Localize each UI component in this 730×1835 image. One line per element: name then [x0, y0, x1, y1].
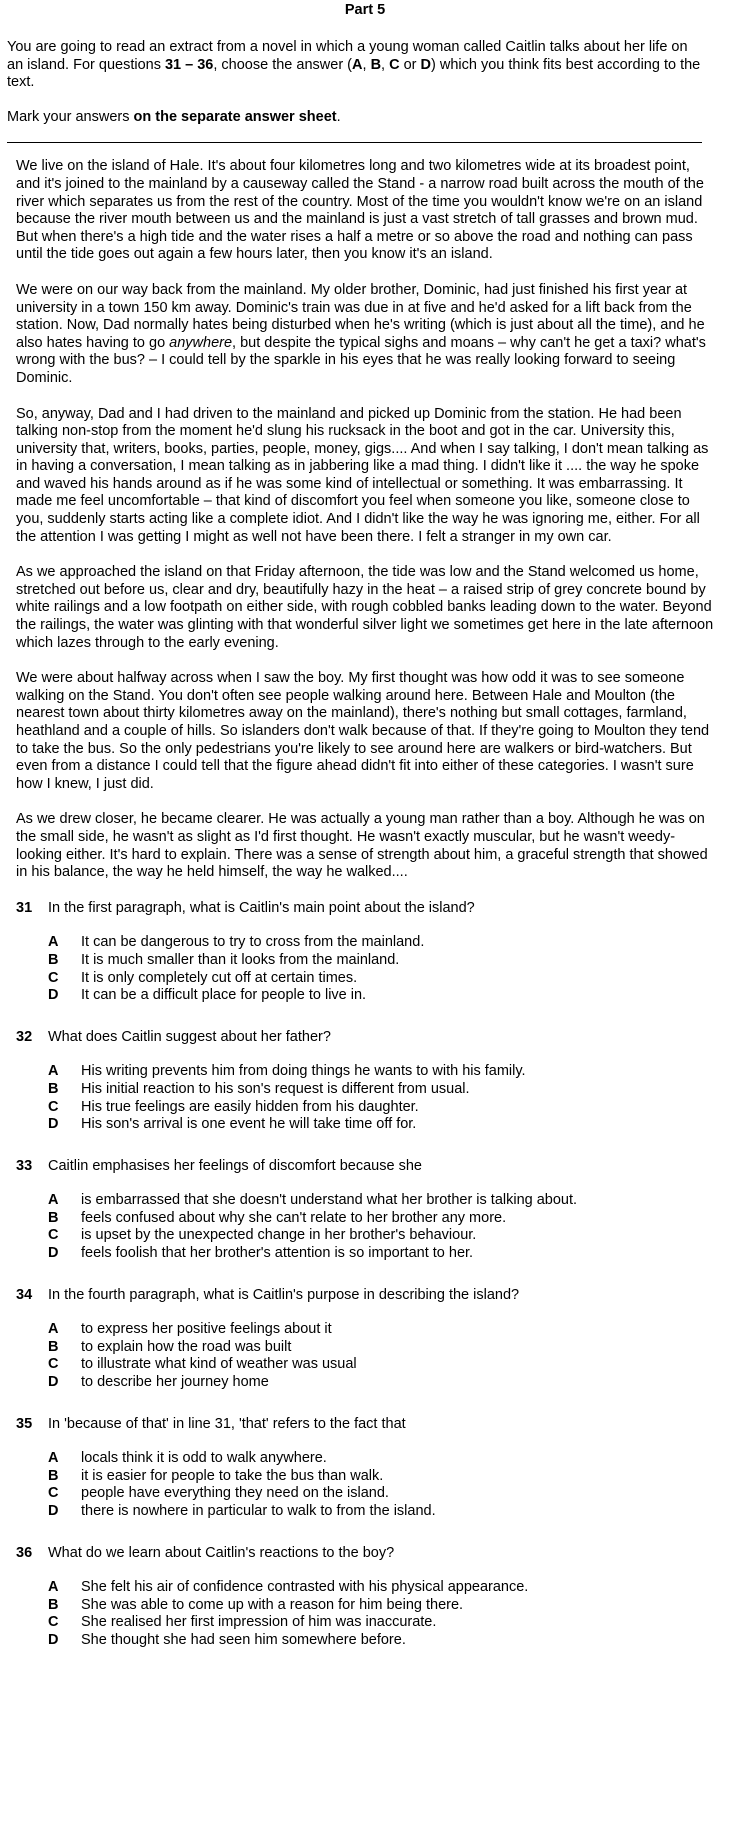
answer-option-b[interactable]: [48, 1081, 730, 1099]
answer-options: [48, 1450, 730, 1520]
passage-paragraph-6: As we drew closer, he became clearer. He was actually a young man rather than a boy. Although he was on the small side, he wasn't as slight as I'd first thought. He wasn't exactly muscular, but he wasn't weedy-looking either. It's hard to explain. There was a sense of strength about him, a graceful strength that showed in his balance, the way he held himself, the way he walked....: [16, 811, 708, 881]
intro-sep-3: or: [399, 56, 421, 73]
option-letter: A: [48, 1063, 59, 1080]
answer-options: [48, 1321, 730, 1391]
answer-option-c[interactable]: [48, 1485, 730, 1503]
question-number: 34: [16, 1286, 33, 1303]
intro-sep-2: ,: [381, 56, 390, 73]
answer-option-c[interactable]: [48, 1099, 730, 1117]
answer-option-d[interactable]: [48, 1503, 730, 1521]
answer-option-a[interactable]: [48, 1321, 730, 1339]
option-text: is upset by the unexpected change in her brother's behaviour.: [81, 1227, 477, 1244]
intro-text-2: , choose the answer (: [213, 56, 353, 73]
answer-option-c[interactable]: [48, 970, 730, 988]
option-letter: A: [48, 934, 59, 951]
question-number: 32: [16, 1028, 33, 1045]
option-text: His initial reaction to his son's request is different from usual.: [81, 1080, 470, 1097]
option-text: His true feelings are easily hidden from his daughter.: [81, 1098, 419, 1115]
question-stem: In the fourth paragraph, what is Caitlin's purpose in describing the island?: [48, 1286, 520, 1303]
passage-paragraph-5: We were about halfway across when I saw the boy. My first thought was how odd it was to see someone walking on the Stand. You don't often see people walking around here. Between Hale and Moulton (the nearest town about thirty kilometres away on the mainland), there's nothing but small cottages, farmland, heathland and a couple of hills. So islanders don't walk because of that. If they're going to Moulton they tend to take the bus. So the only pedestrians you're likely to see around here are walkers or bird-watchers. But even from a distance I could tell that the figure ahead didn't fit into either of these categories. I wasn't sure how I knew, I just did.: [16, 670, 710, 792]
answer-options: [48, 1192, 730, 1262]
option-letter: C: [48, 1227, 59, 1244]
option-letter: B: [48, 1080, 59, 1097]
questions-list: [16, 900, 730, 1650]
divider-line: [7, 142, 702, 143]
answer-option-a[interactable]: [48, 1063, 730, 1081]
question-number: 35: [16, 1415, 33, 1432]
option-text: She felt his air of confidence contrasted with his physical appearance.: [81, 1579, 529, 1596]
passage-paragraph-2-b: , but despite the typical sighs and moans – why can't he get a taxi? what's wrong with the bus? – I could tell by the sparkle in his eyes that he was really looking forward to seeing Dominic.: [16, 334, 706, 386]
question-stem-row: [16, 1545, 730, 1563]
passage-paragraph-1: We live on the island of Hale. It's about four kilometres long and two kilometres wide at its broadest point, and it's joined to the mainland by a causeway called the Stand - a narrow road built across the mouth of the river which separates us from the rest of the country. Most of the time you wouldn't know we're on an island because the river mouth between us and the mainland is just a vast stretch of tall grasses and brown mud. But when there's a high tide and the water rises a half a metre or so above the road and nothing can pass until the tide goes out again a few hours later, then you know it's an island.: [16, 158, 704, 263]
option-letter: C: [48, 1614, 59, 1631]
option-text: His son's arrival is one event he will take time off for.: [81, 1116, 417, 1133]
passage-paragraph-3: So, anyway, Dad and I had driven to the mainland and picked up Dominic from the station. He had been talking non-stop from the moment he'd slung his rucksack in the boot and got in the car. University this, university that, writers, books, parties, people, money, gigs.... And when I say talking, I don't mean talking as in having a conversation, I mean talking as in jabbering like a mad thing. I didn't like it .... the way he spoke and waved his hands around as if he was some kind of intellectual or something. It was embarrassing. It made me feel uncomfortable – that kind of discomfort you feel when someone you like, someone close to you, suddenly starts acting like a complete idiot. And I didn't like the way he was ignoring me, either. For all the attention I was getting I might as well not have been there. I felt a stranger in my own car.: [16, 405, 709, 545]
answer-option-a[interactable]: [48, 1450, 730, 1468]
answer-option-d[interactable]: [48, 1632, 730, 1650]
option-letter: D: [48, 1116, 59, 1133]
question-stem-row: [16, 1416, 730, 1434]
answer-option-d[interactable]: [48, 1374, 730, 1392]
answer-option-b[interactable]: [48, 1597, 730, 1615]
intro-text-1: You are going to read an extract from a novel in which a young woman called Caitlin talks about her life on an island. For questions: [7, 39, 688, 73]
answer-options: [48, 1063, 730, 1133]
question-stem: In the first paragraph, what is Caitlin's main point about the island?: [48, 899, 475, 916]
option-text: feels foolish that her brother's attention is so important to her.: [81, 1245, 474, 1262]
answer-option-b[interactable]: [48, 1339, 730, 1357]
passage-paragraph-4: As we approached the island on that Friday afternoon, the tide was low and the Stand welcomed us home, stretched out before us, clear and dry, beautifully hazy in the heat – a raised strip of grey concrete bound by white railings and a low footpath on either side, with rough cobbled banks leading down to the water. Beyond the railings, the water was glinting with that wonderful silver light we sometimes get here in the late afternoon which lazes through to the early evening.: [16, 564, 714, 651]
question-stem: Caitlin emphasises her feelings of discomfort because she: [48, 1157, 422, 1174]
instruction-emphasis: on the separate answer sheet: [133, 108, 337, 125]
question-number: 31: [16, 899, 33, 916]
question-34: [16, 1287, 730, 1392]
passage-paragraph-2: [16, 282, 718, 388]
answer-option-b[interactable]: [48, 1468, 730, 1486]
answer-option-c[interactable]: [48, 1356, 730, 1374]
answer-option-a[interactable]: [48, 1192, 730, 1210]
option-text: She thought she had seen him somewhere before.: [81, 1631, 406, 1648]
answer-option-c[interactable]: [48, 1614, 730, 1632]
option-text: it is easier for people to take the bus than walk.: [81, 1467, 384, 1484]
option-text: there is nowhere in particular to walk to from the island.: [81, 1503, 436, 1519]
question-stem-row: [16, 900, 730, 918]
question-stem: What does Caitlin suggest about her father?: [48, 1028, 331, 1045]
option-text: It can be a difficult place for people to live in.: [81, 987, 367, 1004]
intro-text: [7, 39, 706, 92]
option-letter: D: [48, 1631, 59, 1648]
option-text: It is only completely cut off at certain times.: [81, 969, 358, 986]
option-text: It is much smaller than it looks from the mainland.: [81, 951, 400, 968]
answer-option-c[interactable]: [48, 1227, 730, 1245]
answer-option-b[interactable]: [48, 952, 730, 970]
question-stem-row: [16, 1158, 730, 1176]
option-text: to illustrate what kind of weather was usual: [81, 1356, 357, 1373]
question-31: [16, 900, 730, 1005]
option-letter: D: [48, 1374, 59, 1391]
answer-option-d[interactable]: [48, 1245, 730, 1263]
question-stem: In 'because of that' in line 31, 'that' refers to the fact that: [48, 1415, 406, 1432]
option-letter: B: [48, 1209, 59, 1226]
passage-paragraph-2-a: We were on our way back from the mainland. My older brother, Dominic, had just finished his first year at university in a town 150 km away. Dominic's train was due in at five and he'd asked for a lift back from the station. Now, Dad normally hates being disturbed when he's writing (which is just about all the time), and he also hates having to go: [16, 281, 705, 351]
option-c-mention: C: [389, 56, 400, 73]
option-text: to describe her journey home: [81, 1374, 269, 1391]
instruction-end: .: [336, 108, 341, 125]
question-stem-row: [16, 1287, 730, 1305]
option-text: is embarrassed that she doesn't understand what her brother is talking about.: [81, 1192, 578, 1209]
intro-text-3: ) which you think fits best according to the text.: [7, 56, 701, 91]
option-letter: A: [48, 1321, 59, 1338]
option-letter: B: [48, 1338, 59, 1355]
option-text: to express her positive feelings about it: [81, 1321, 332, 1338]
option-letter: B: [48, 1596, 59, 1613]
option-letter: A: [48, 1579, 59, 1596]
option-text: She realised her first impression of him was inaccurate.: [81, 1614, 437, 1631]
option-letter: A: [48, 1192, 59, 1209]
passage-emphasis: anywhere: [169, 334, 233, 351]
question-33: [16, 1158, 730, 1263]
instruction-text: [7, 109, 723, 127]
answer-option-d[interactable]: [48, 1116, 730, 1134]
question-range: 31 – 36: [164, 56, 214, 73]
option-text: His writing prevents him from doing things he wants to with his family.: [81, 1063, 526, 1080]
answer-option-d[interactable]: [48, 987, 730, 1005]
question-stem: What do we learn about Caitlin's reactions to the boy?: [48, 1544, 395, 1561]
option-letter: C: [48, 1356, 59, 1373]
option-text: feels confused about why she can't relate to her brother any more.: [81, 1209, 507, 1226]
question-35: [16, 1416, 730, 1521]
option-letter: B: [48, 1467, 59, 1484]
answer-options: [48, 1579, 730, 1649]
question-stem-row: [16, 1029, 730, 1047]
exam-page: [0, 2, 730, 1650]
option-letter: A: [48, 1450, 59, 1467]
option-text: people have everything they need on the island.: [81, 1485, 389, 1502]
option-text: She was able to come up with a reason for him being there.: [81, 1596, 464, 1613]
question-number: 36: [16, 1544, 33, 1561]
option-text: locals think it is odd to walk anywhere.: [81, 1450, 327, 1467]
option-b-mention: B: [370, 56, 382, 73]
part-title: Part 5: [344, 2, 386, 18]
option-d-mention: D: [420, 56, 432, 73]
intro-sep-1: ,: [362, 56, 371, 73]
option-letter: B: [48, 951, 59, 968]
question-number: 33: [16, 1157, 33, 1174]
option-letter: D: [48, 987, 59, 1004]
option-text: to explain how the road was built: [81, 1338, 292, 1355]
reading-passage: [16, 158, 718, 881]
option-letter: C: [48, 1485, 59, 1502]
option-text: It can be dangerous to try to cross from the mainland.: [81, 934, 425, 951]
answer-option-a[interactable]: [48, 1579, 730, 1597]
option-letter: C: [48, 969, 59, 986]
answer-option-a[interactable]: [48, 934, 730, 952]
answer-options: [48, 934, 730, 1004]
instruction-lead: Mark your answers: [7, 108, 134, 125]
question-36: [16, 1545, 730, 1650]
option-a-mention: A: [352, 56, 363, 73]
option-letter: D: [48, 1245, 59, 1262]
option-letter: D: [48, 1503, 59, 1519]
option-letter: C: [48, 1098, 59, 1115]
question-32: [16, 1029, 730, 1134]
answer-option-b[interactable]: [48, 1210, 730, 1228]
